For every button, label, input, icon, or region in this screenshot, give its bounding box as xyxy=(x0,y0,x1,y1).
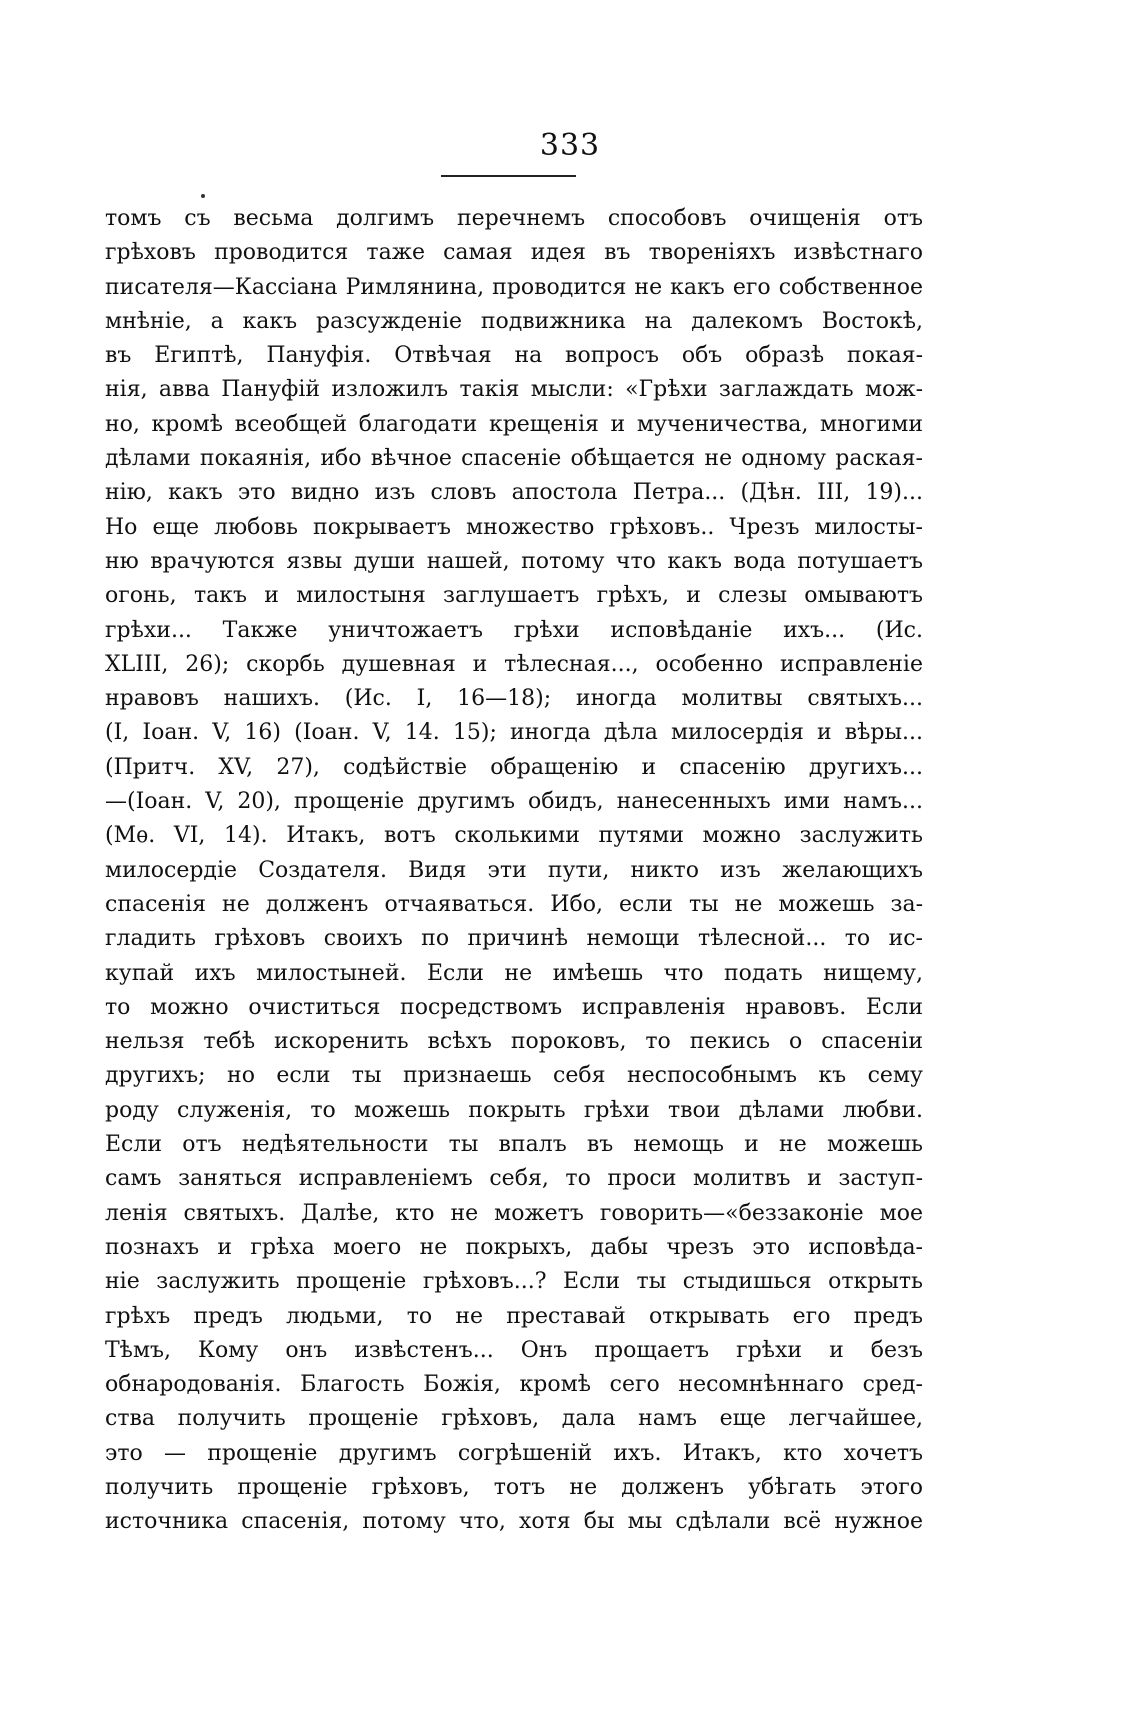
text-line: (I, Іоан. V, 16) (Іоан. V, 14. 15); иногда дѣла милосердія и вѣры... xyxy=(105,720,923,746)
text-line: ніе заслужить прощеніе грѣховъ...? Если ты стыдишься открыть xyxy=(105,1269,923,1295)
text-line: ню врачуются язвы души нашей, потому что какъ вода потушаетъ xyxy=(105,548,923,574)
text-line: милосердіе Создателя. Видя эти пути, никто изъ желающихъ xyxy=(105,857,923,883)
text-line: Тѣмъ, Кому онъ извѣстенъ... Онъ прощаетъ грѣхи и безъ xyxy=(105,1337,923,1363)
text-line: въ Египтѣ, Пануфія. Отвѣчая на вопросъ объ образѣ покая- xyxy=(105,343,923,369)
text-line: получить прощеніе грѣховъ, тотъ не долженъ убѣгать этого xyxy=(105,1474,923,1500)
text-line: Если отъ недѣятельности ты впалъ въ немощь и не можешь xyxy=(105,1132,923,1158)
text-line: писателя—Кассіана Римлянина, проводится не какъ его собственное xyxy=(105,274,923,300)
text-line: спасенія не долженъ отчаяваться. Ибо, если ты не можешь за- xyxy=(105,891,923,917)
body-text xyxy=(105,202,923,1540)
text-line: роду служенія, то можешь покрыть грѣхи твои дѣлами любви. xyxy=(105,1097,923,1123)
text-line: нію, какъ это видно изъ словъ апостола Петра... (Дѣн. III, 19)... xyxy=(105,480,923,506)
text-line: нельзя тебѣ искоренить всѣхъ пороковъ, то пекись о спасеніи xyxy=(105,1029,923,1055)
text-line: нія, авва Пануфій изложилъ такія мысли: «Грѣхи заглаждать мож- xyxy=(105,377,923,403)
text-line: —(Іоан. V, 20), прощеніе другимъ обидъ, нанесенныхъ ими намъ... xyxy=(105,789,923,815)
text-line: огонь, такъ и милостыня заглушаетъ грѣхъ, и слезы омываютъ xyxy=(105,583,923,609)
text-line: томъ съ весьма долгимъ перечнемъ способовъ очищенія отъ xyxy=(105,206,923,231)
text-line: Но еще любовь покрываетъ множество грѣховъ.. Чрезъ милосты- xyxy=(105,514,923,540)
text-line: грѣховъ проводится таже самая идея въ твореніяхъ извѣстнаго xyxy=(105,240,923,266)
text-line: гладить грѣховъ своихъ по причинѣ немощи тѣлесной... то ис- xyxy=(105,926,923,952)
text-line: (Притч. XV, 27), содѣйствіе обращенію и спасенію другихъ... xyxy=(105,754,923,780)
text-line: дѣлами покаянія, ибо вѣчное спасеніе обѣщается не одному раская- xyxy=(105,446,923,472)
text-line: это — прощеніе другимъ согрѣшеній ихъ. Итакъ, кто хочетъ xyxy=(105,1440,923,1466)
text-line: но, кромѣ всеобщей благодати крещенія и мученичества, многими xyxy=(105,411,923,437)
text-line: то можно очиститься посредствомъ исправленія нравовъ. Если xyxy=(105,994,923,1020)
text-line: грѣхи... Также уничтожаетъ грѣхи исповѣданіе ихъ... (Ис. xyxy=(105,617,923,643)
text-line: нравовъ нашихъ. (Ис. I, 16—18); иногда молитвы святыхъ... xyxy=(105,686,923,712)
text-line: самъ заняться исправленіемъ себя, то проси молитвъ и заступ- xyxy=(105,1166,923,1192)
header-rule xyxy=(441,175,576,177)
text-line: познахъ и грѣха моего не покрыхъ, дабы чрезъ это исповѣда- xyxy=(105,1234,923,1260)
page-number: 333 xyxy=(539,128,601,163)
print-speck xyxy=(201,194,205,198)
text-line: обнародованія. Благость Божія, кромѣ сего несомнѣннаго сред- xyxy=(105,1372,923,1398)
text-line: ства получить прощеніе грѣховъ, дала намъ еще легчайшее, xyxy=(105,1406,923,1432)
text-line: другихъ; но если ты признаешь себя неспособнымъ къ сему xyxy=(105,1063,923,1089)
text-line: источника спасенія, потому что, хотя бы мы сдѣлали всё нужное xyxy=(105,1509,923,1535)
text-line: грѣхъ предъ людьми, то не преставай открывать его предъ xyxy=(105,1303,923,1329)
text-line: мнѣніе, а какъ разсужденіе подвижника на далекомъ Востокѣ, xyxy=(105,308,923,334)
text-line: купай ихъ милостыней. Если не имѣешь что подать нищему, xyxy=(105,960,923,986)
text-line: XLIII, 26); скорбь душевная и тѣлесная..., особенно исправленіе xyxy=(105,651,923,677)
text-line: (Мѳ. VI, 14). Итакъ, вотъ сколькими путями можно заслужить xyxy=(105,823,923,849)
text-line: ленія святыхъ. Далѣе, кто не можетъ говорить—«беззаконіе мое xyxy=(105,1200,923,1226)
